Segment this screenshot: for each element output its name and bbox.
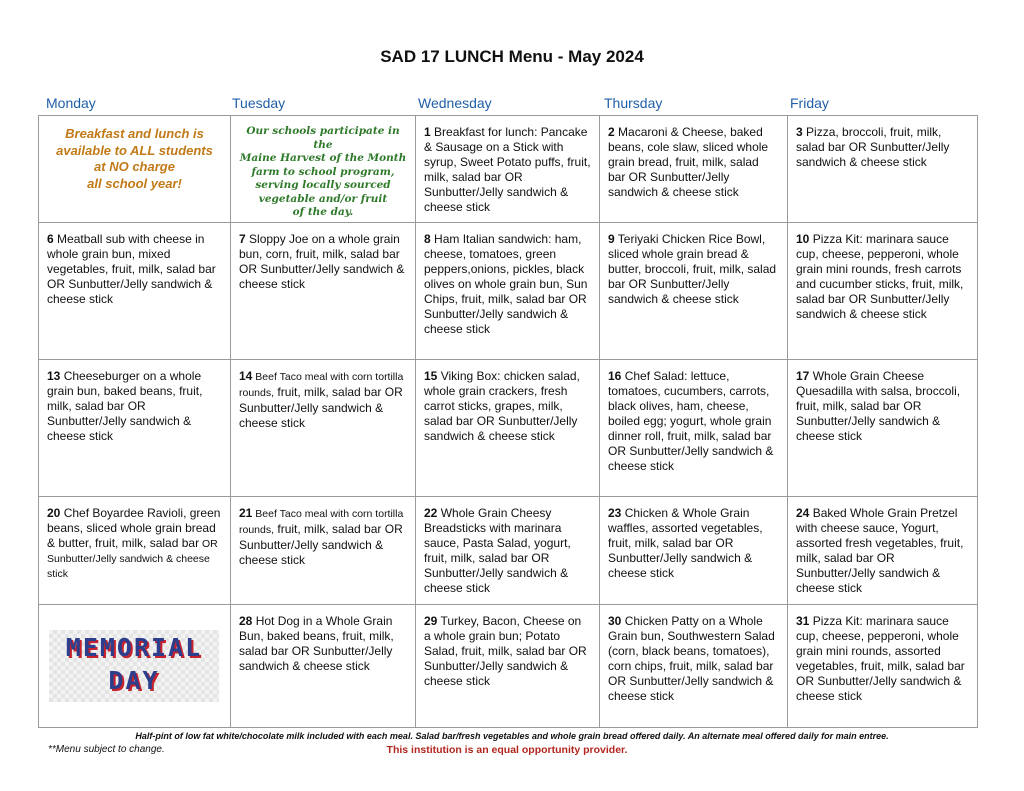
menu-day-23: [600, 497, 788, 605]
milk-note: Half-pint of low fat white/chocolate milk included with each meal. Salad bar/fresh vegetables and whole grain bread offered daily. An alternate meal offered daily for main entree.: [135, 731, 889, 741]
menu-text: Pizza Kit: marinara sauce cup, cheese, pepperoni, whole grain mini rounds, fresh carrots and cucumber sticks, fruit, milk, salad bar OR Sunbutter/Jelly sandwich & cheese stick: [796, 232, 964, 321]
menu-text: Chef Boyardee Ravioli, green beans, sliced whole grain bread & butter, fruit, milk, salad bar: [47, 506, 221, 550]
menu-day-17: [788, 360, 977, 497]
date-number: 10: [796, 232, 810, 246]
notice-line: available to ALL students: [56, 142, 213, 158]
day-monday: Monday: [46, 95, 96, 111]
menu-day-30: [600, 605, 788, 727]
menu-day-9: [600, 223, 788, 360]
equal-opportunity-statement: This institution is an equal opportunity provider.: [386, 744, 628, 756]
menu-day-14: [231, 360, 416, 497]
menu-text: Sloppy Joe on a whole grain bun, corn, fruit, milk, salad bar OR Sunbutter/Jelly sandwich & cheese stick: [239, 232, 405, 291]
menu-day-8: [416, 223, 600, 360]
harvest-line: farm to school program,: [251, 165, 395, 178]
date-number: 7: [239, 232, 246, 246]
menu-text: Meatball sub with cheese in whole grain bun, mixed vegetables, fruit, milk, salad bar OR Sunbutter/Jelly sandwich & cheese stick: [47, 232, 216, 306]
date-number: 28: [239, 614, 253, 628]
date-number: 16: [608, 369, 622, 383]
harvest-line: vegetable and/or fruit: [258, 192, 388, 205]
menu-day-1: [416, 116, 600, 223]
menu-day-20: [39, 497, 231, 605]
harvest-line: of the day.: [292, 206, 354, 218]
date-number: 9: [608, 232, 615, 246]
day-friday: Friday: [790, 95, 829, 111]
menu-text: Chicken & Whole Grain waffles, assorted vegetables, fruit, milk, salad bar OR Sunbutter/Jelly sandwich & cheese stick: [608, 506, 763, 580]
date-number: 22: [424, 506, 438, 520]
menu-text: Turkey, Bacon, Cheese on a whole grain bun; Potato Salad, fruit, milk, salad bar OR Sunbutter/Jelly sandwich & cheese stick: [424, 614, 587, 688]
memorial-banner-line: MEMORIAL: [65, 633, 203, 662]
menu-text: Baked Whole Grain Pretzel with cheese sauce, Yogurt, assorted fresh vegetables, fruit, milk, salad bar OR Sunbutter/Jelly sandwich & cheese stick: [796, 506, 964, 595]
date-number: 15: [424, 369, 438, 383]
menu-text: Cheeseburger on a whole grain bun, baked beans, fruit, milk, salad bar OR Sunbutter/Jelly sandwich & cheese stick: [47, 369, 203, 443]
notice-line: Breakfast and lunch is: [65, 126, 204, 141]
notice-line: all school year!: [87, 175, 182, 191]
date-number: 13: [47, 369, 61, 383]
menu-text: Breakfast for lunch: Pancake & Sausage on a Stick with syrup, Sweet Potato puffs, fruit, milk, salad bar OR Sunbutter/Jelly sandwich & cheese stick: [424, 125, 591, 214]
menu-lead-text: Beef Taco meal with corn tortilla rounds,: [239, 371, 404, 399]
menu-text: Chef Salad: lettuce, tomatoes, cucumbers, carrots, black olives, ham, cheese, boiled egg; yogurt, whole grain dinner roll, fruit, milk, salad bar OR Sunbutter/Jelly sandwich & cheese stick: [608, 369, 774, 473]
day-thursday: Thursday: [604, 95, 663, 111]
menu-text: Ham Italian sandwich: ham, cheese, tomatoes, green peppers,onions, pickles, black olives on whole grain bun, Sun Chips, fruit, milk, salad bar OR Sunbutter/Jelly sandwich & cheese stick: [424, 232, 588, 336]
menu-day-29: [416, 605, 600, 727]
harvest-of-month-notice: [231, 116, 416, 223]
harvest-line: Maine Harvest of the Month: [239, 152, 407, 164]
memorial-banner-line: DAY: [108, 666, 160, 695]
date-number: 14: [239, 369, 253, 383]
menu-text: Chicken Patty on a Whole Grain bun, Southwestern Salad (corn, black beans, tomatoes), corn chips, fruit, milk, salad bar OR Sunbutter/Jelly sandwich & cheese stick: [608, 614, 775, 703]
date-number: 1: [424, 125, 431, 139]
menu-text: Whole Grain Cheese Quesadilla with salsa, broccoli, fruit, milk, salad bar OR Sunbutter/Jelly sandwich & cheese stick: [796, 369, 961, 443]
date-number: 29: [424, 614, 438, 628]
menu-text: Teriyaki Chicken Rice Bowl, sliced whole grain bread & butter, broccoli, fruit, milk, salad bar OR Sunbutter/Jelly sandwich & cheese stick: [608, 232, 777, 306]
menu-text: Macaroni & Cheese, baked beans, cole slaw, sliced whole grain bread, fruit, milk, salad bar OR Sunbutter/Jelly sandwich & cheese stick: [608, 125, 769, 199]
menu-day-28: [231, 605, 416, 727]
menu-calendar: [38, 115, 978, 728]
menu-change-note: **Menu subject to change.: [48, 744, 165, 755]
menu-text: Pizza Kit: marinara sauce cup, cheese, pepperoni, whole grain mini rounds, assorted vegetables, fruit, milk, salad bar OR Sunbutter/Jelly sandwich & cheese stick: [796, 614, 965, 703]
date-number: 20: [47, 506, 61, 520]
menu-text: Viking Box: chicken salad, whole grain crackers, fresh carrot sticks, grapes, milk, salad bar OR Sunbutter/Jelly sandwich & cheese stick: [424, 369, 580, 443]
date-number: 17: [796, 369, 810, 383]
date-number: 6: [47, 232, 54, 246]
day-wednesday: Wednesday: [418, 95, 492, 111]
menu-day-2: [600, 116, 788, 223]
memorial-day-cell: [39, 605, 231, 727]
memorial-day-banner: [49, 630, 219, 702]
menu-day-10: [788, 223, 977, 360]
weekday-header: [38, 95, 978, 115]
menu-day-22: [416, 497, 600, 605]
menu-day-7: [231, 223, 416, 360]
menu-day-6: [39, 223, 231, 360]
menu-text: fruit, milk, salad bar OR Sunbutter/Jelly sandwich & cheese stick: [239, 522, 403, 567]
menu-text: Pizza, broccoli, fruit, milk, salad bar OR Sunbutter/Jelly sandwich & cheese stick: [796, 125, 950, 169]
date-number: 31: [796, 614, 810, 628]
date-number: 2: [608, 125, 615, 139]
menu-day-3: [788, 116, 977, 223]
menu-day-31: [788, 605, 977, 727]
menu-small-text: OR Sunbutter/Jelly sandwich & cheese stick: [47, 538, 218, 580]
menu-day-16: [600, 360, 788, 497]
menu-lead-text: Beef Taco meal with corn tortilla rounds,: [239, 508, 404, 536]
date-number: 24: [796, 506, 810, 520]
day-tuesday: Tuesday: [232, 95, 286, 111]
date-number: 21: [239, 506, 253, 520]
menu-day-15: [416, 360, 600, 497]
date-number: 23: [608, 506, 622, 520]
notice-line: at NO charge: [94, 159, 175, 174]
harvest-line: Our schools participate in the: [246, 125, 400, 151]
menu-text: Hot Dog in a Whole Grain Bun, baked beans, fruit, milk, salad bar OR Sunbutter/Jelly sandwich & cheese stick: [239, 614, 394, 673]
free-meals-notice: [39, 116, 231, 223]
menu-text: Whole Grain Cheesy Breadsticks with marinara sauce, Pasta Salad, yogurt, fruit, milk, salad bar OR Sunbutter/Jelly sandwich & cheese stick: [424, 506, 571, 595]
date-number: 8: [424, 232, 431, 246]
menu-text: fruit, milk, salad bar OR Sunbutter/Jelly sandwich & cheese stick: [239, 385, 403, 430]
date-number: 3: [796, 125, 803, 139]
harvest-line: serving locally sourced: [255, 179, 391, 191]
page-title: SAD 17 LUNCH Menu - May 2024: [380, 47, 644, 66]
menu-day-24: [788, 497, 977, 605]
menu-day-21: [231, 497, 416, 605]
menu-day-13: [39, 360, 231, 497]
date-number: 30: [608, 614, 622, 628]
